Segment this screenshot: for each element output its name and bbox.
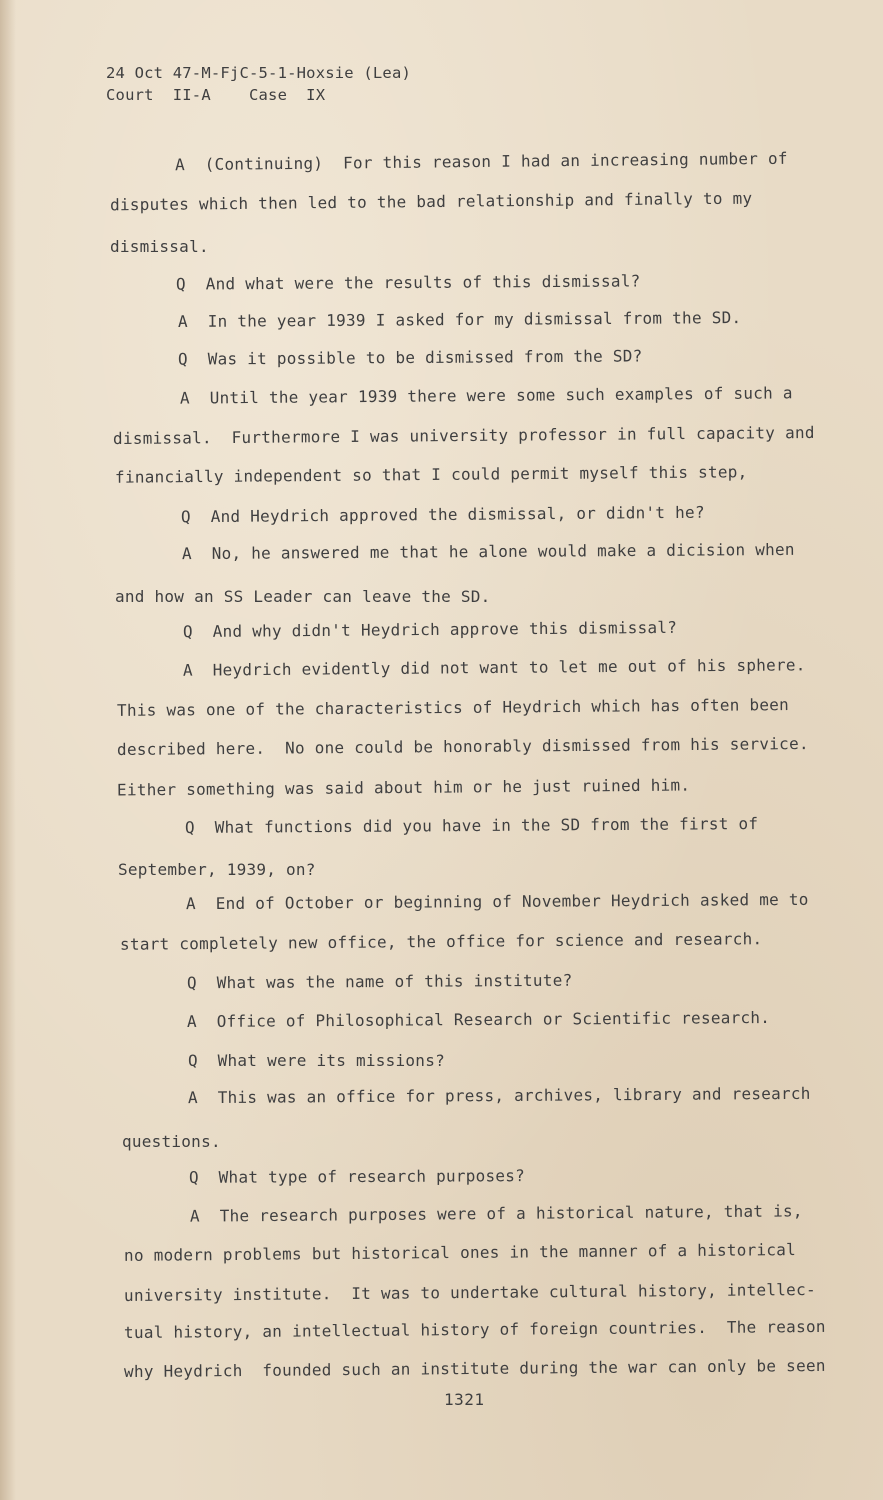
text-line: A In the year 1939 I asked for my dismissal from the SD. xyxy=(177,308,742,331)
text-line: start completely new office, the office for science and research. xyxy=(119,929,763,954)
page-number: 1321 xyxy=(444,1390,485,1409)
text-line: and how an SS Leader can leave the SD. xyxy=(115,587,491,606)
text-line: dismissal. Furthermore I was university professor in full capacity and xyxy=(112,422,815,449)
header-date-line: 24 Oct 47-M-FjC-5-1-Hoxsie (Lea) xyxy=(106,64,412,82)
text-line: Q And Heydrich approved the dismissal, or didn't he? xyxy=(180,502,705,527)
text-line: financially independent so that I could permit myself this step, xyxy=(114,462,748,487)
text-line: This was one of the characteristics of Heydrich which has often been xyxy=(116,695,790,720)
text-line: questions. xyxy=(122,1132,221,1151)
text-line: A End of October or beginning of November Heydrich asked me to xyxy=(185,889,809,914)
text-line: A No, he answered me that he alone would make a dicision when xyxy=(181,539,795,564)
text-line: dismissal. xyxy=(110,237,209,256)
text-line: A The research purposes were of a historical nature, that is, xyxy=(189,1201,803,1226)
text-line: Q What type of research purposes? xyxy=(188,1166,526,1187)
text-line: described here. No one could be honorably dismissed from his service. xyxy=(116,733,809,760)
text-line: disputes which then led to the bad relationship and finally to my xyxy=(109,188,753,215)
text-line: why Heydrich founded such an institute during the war can only be seen xyxy=(123,1355,826,1382)
text-line: university institute. It was to undertake cultural history, intellec- xyxy=(123,1279,816,1306)
text-line: A Until the year 1939 there were some such examples of such a xyxy=(179,383,793,408)
text-line: Q And what were the results of this dismissal? xyxy=(175,271,641,294)
text-line: Q What functions did you have in the SD from the first of xyxy=(184,813,759,838)
text-line: A Heydrich evidently did not want to let me out of his sphere. xyxy=(182,655,806,680)
text-line: A (Continuing) For this reason I had an increasing number of xyxy=(174,148,788,175)
text-line: A Office of Philosophical Research or Scientific research. xyxy=(186,1007,771,1032)
text-line: no modern problems but historical ones in the manner of a historical xyxy=(123,1240,797,1265)
text-line: Q Was it possible to be dismissed from the SD? xyxy=(177,346,643,369)
text-line: Q What was the name of this institute? xyxy=(186,970,573,993)
header-court-line: Court II-A Case IX xyxy=(106,86,326,104)
text-line: Q And why didn't Heydrich approve this dismissal? xyxy=(182,617,678,642)
text-line: Either something was said about him or he just ruined him. xyxy=(116,775,691,800)
text-line: Q What were its missions? xyxy=(188,1051,445,1070)
text-line: tual history, an intellectual history of foreign countries. The reason xyxy=(123,1316,826,1343)
text-line: September, 1939, on? xyxy=(118,860,316,879)
text-line: A This was an office for press, archives, library and research xyxy=(187,1083,811,1108)
